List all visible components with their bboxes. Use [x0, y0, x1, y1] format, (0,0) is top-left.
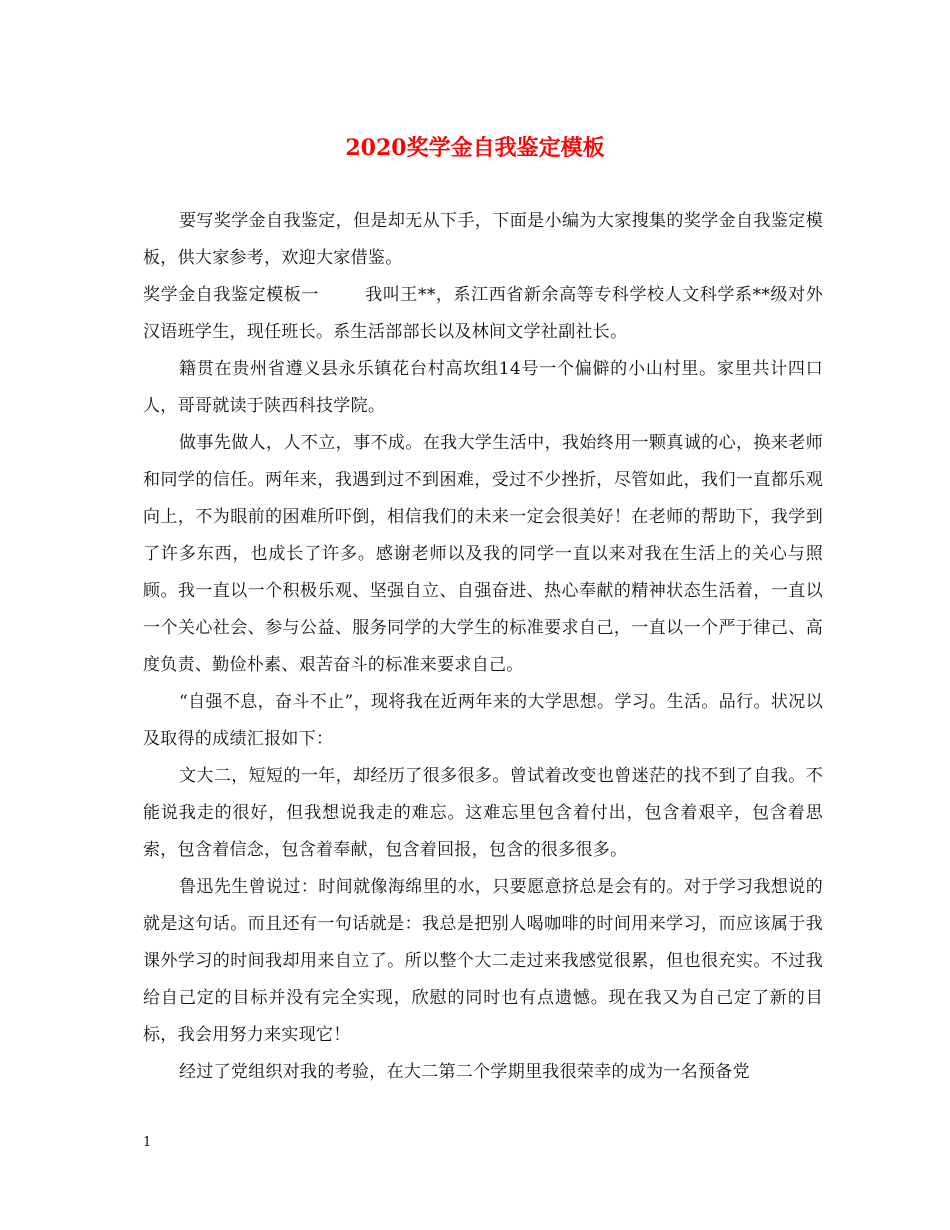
- paragraph-hometown: 籍贯在贵州省遵义县永乐镇花台村高坎组14号一个偏僻的小山村里。家里共计四口人，哥哥就读于陕西科技学院。: [143, 359, 823, 416]
- page-number: 1: [143, 1135, 152, 1150]
- paragraph-character: 做事先做人，人不立，事不成。在我大学生活中，我始终用一颗真诚的心，换来老师和同学的信任。两年来，我遇到过不到困难，受过不少挫折，尽管如此，我们一直都乐观向上，不为眼前的困难所吓倒，相信我们的未来一定会很美好！在老师的帮助下，我学到了许多东西，也成长了许多。感谢老师以及我的同学一直以来对我在生活上的关心与照顾。我一直以一个积极乐观、坚强自立、自强奋进、热心奉献的精神状态生活着，一直以一个关心社会、参与公益、服务同学的大学生的标准要求自己，一直以一个严于律己、高度负责、勤俭朴素、艰苦奋斗的标准来要求自己。: [143, 433, 823, 675]
- template-intro-text: 我叫王**，系江西省新余高等专科学校人文科学系**级对外汉语班学生，现任班长。系生活部部长以及林间文学社副社长。: [143, 285, 824, 342]
- paragraph-motto: “自强不息，奋斗不止”，现将我在近两年来的大学思想。学习。生活。品行。状况以及取得的成绩汇报如下：: [143, 692, 823, 749]
- template-heading: 奖学金自我鉴定模板一: [143, 285, 319, 305]
- paragraph-intro: 要写奖学金自我鉴定，但是却无从下手，下面是小编为大家搜集的奖学金自我鉴定模板，供大家参考，欢迎大家借鉴。: [143, 211, 823, 268]
- document-title: 2020奖学金自我鉴定模板: [345, 135, 605, 161]
- paragraph-party: 经过了党组织对我的考验，在大二第二个学期里我很荣幸的成为一名预备党: [179, 1062, 750, 1082]
- paragraph-study: 鲁迅先生曾说过：时间就像海绵里的水，只要愿意挤总是会有的。对于学习我想说的就是这句话。而且还有一句话就是：我总是把别人喝咖啡的时间用来学习，而应该属于我课外学习的时间我却用来自立了。所以整个大二走过来我感觉很累，但也很充实。不过我给自己定的目标并没有完全实现，欣慰的同时也有点遗憾。现在我又为自己定了新的目标，我会用努力来实现它！: [143, 877, 823, 1045]
- paragraph-template-intro: [143, 277, 823, 351]
- paragraph-sophomore: 文大二，短短的一年，却经历了很多很多。曾试着改变也曾迷茫的找不到了自我。不能说我走的很好，但我想说我走的难忘。这难忘里包含着付出，包含着艰辛，包含着思索，包含着信念，包含着奉献，包含着回报，包含的很多很多。: [143, 766, 823, 860]
- document-body: [143, 203, 823, 1091]
